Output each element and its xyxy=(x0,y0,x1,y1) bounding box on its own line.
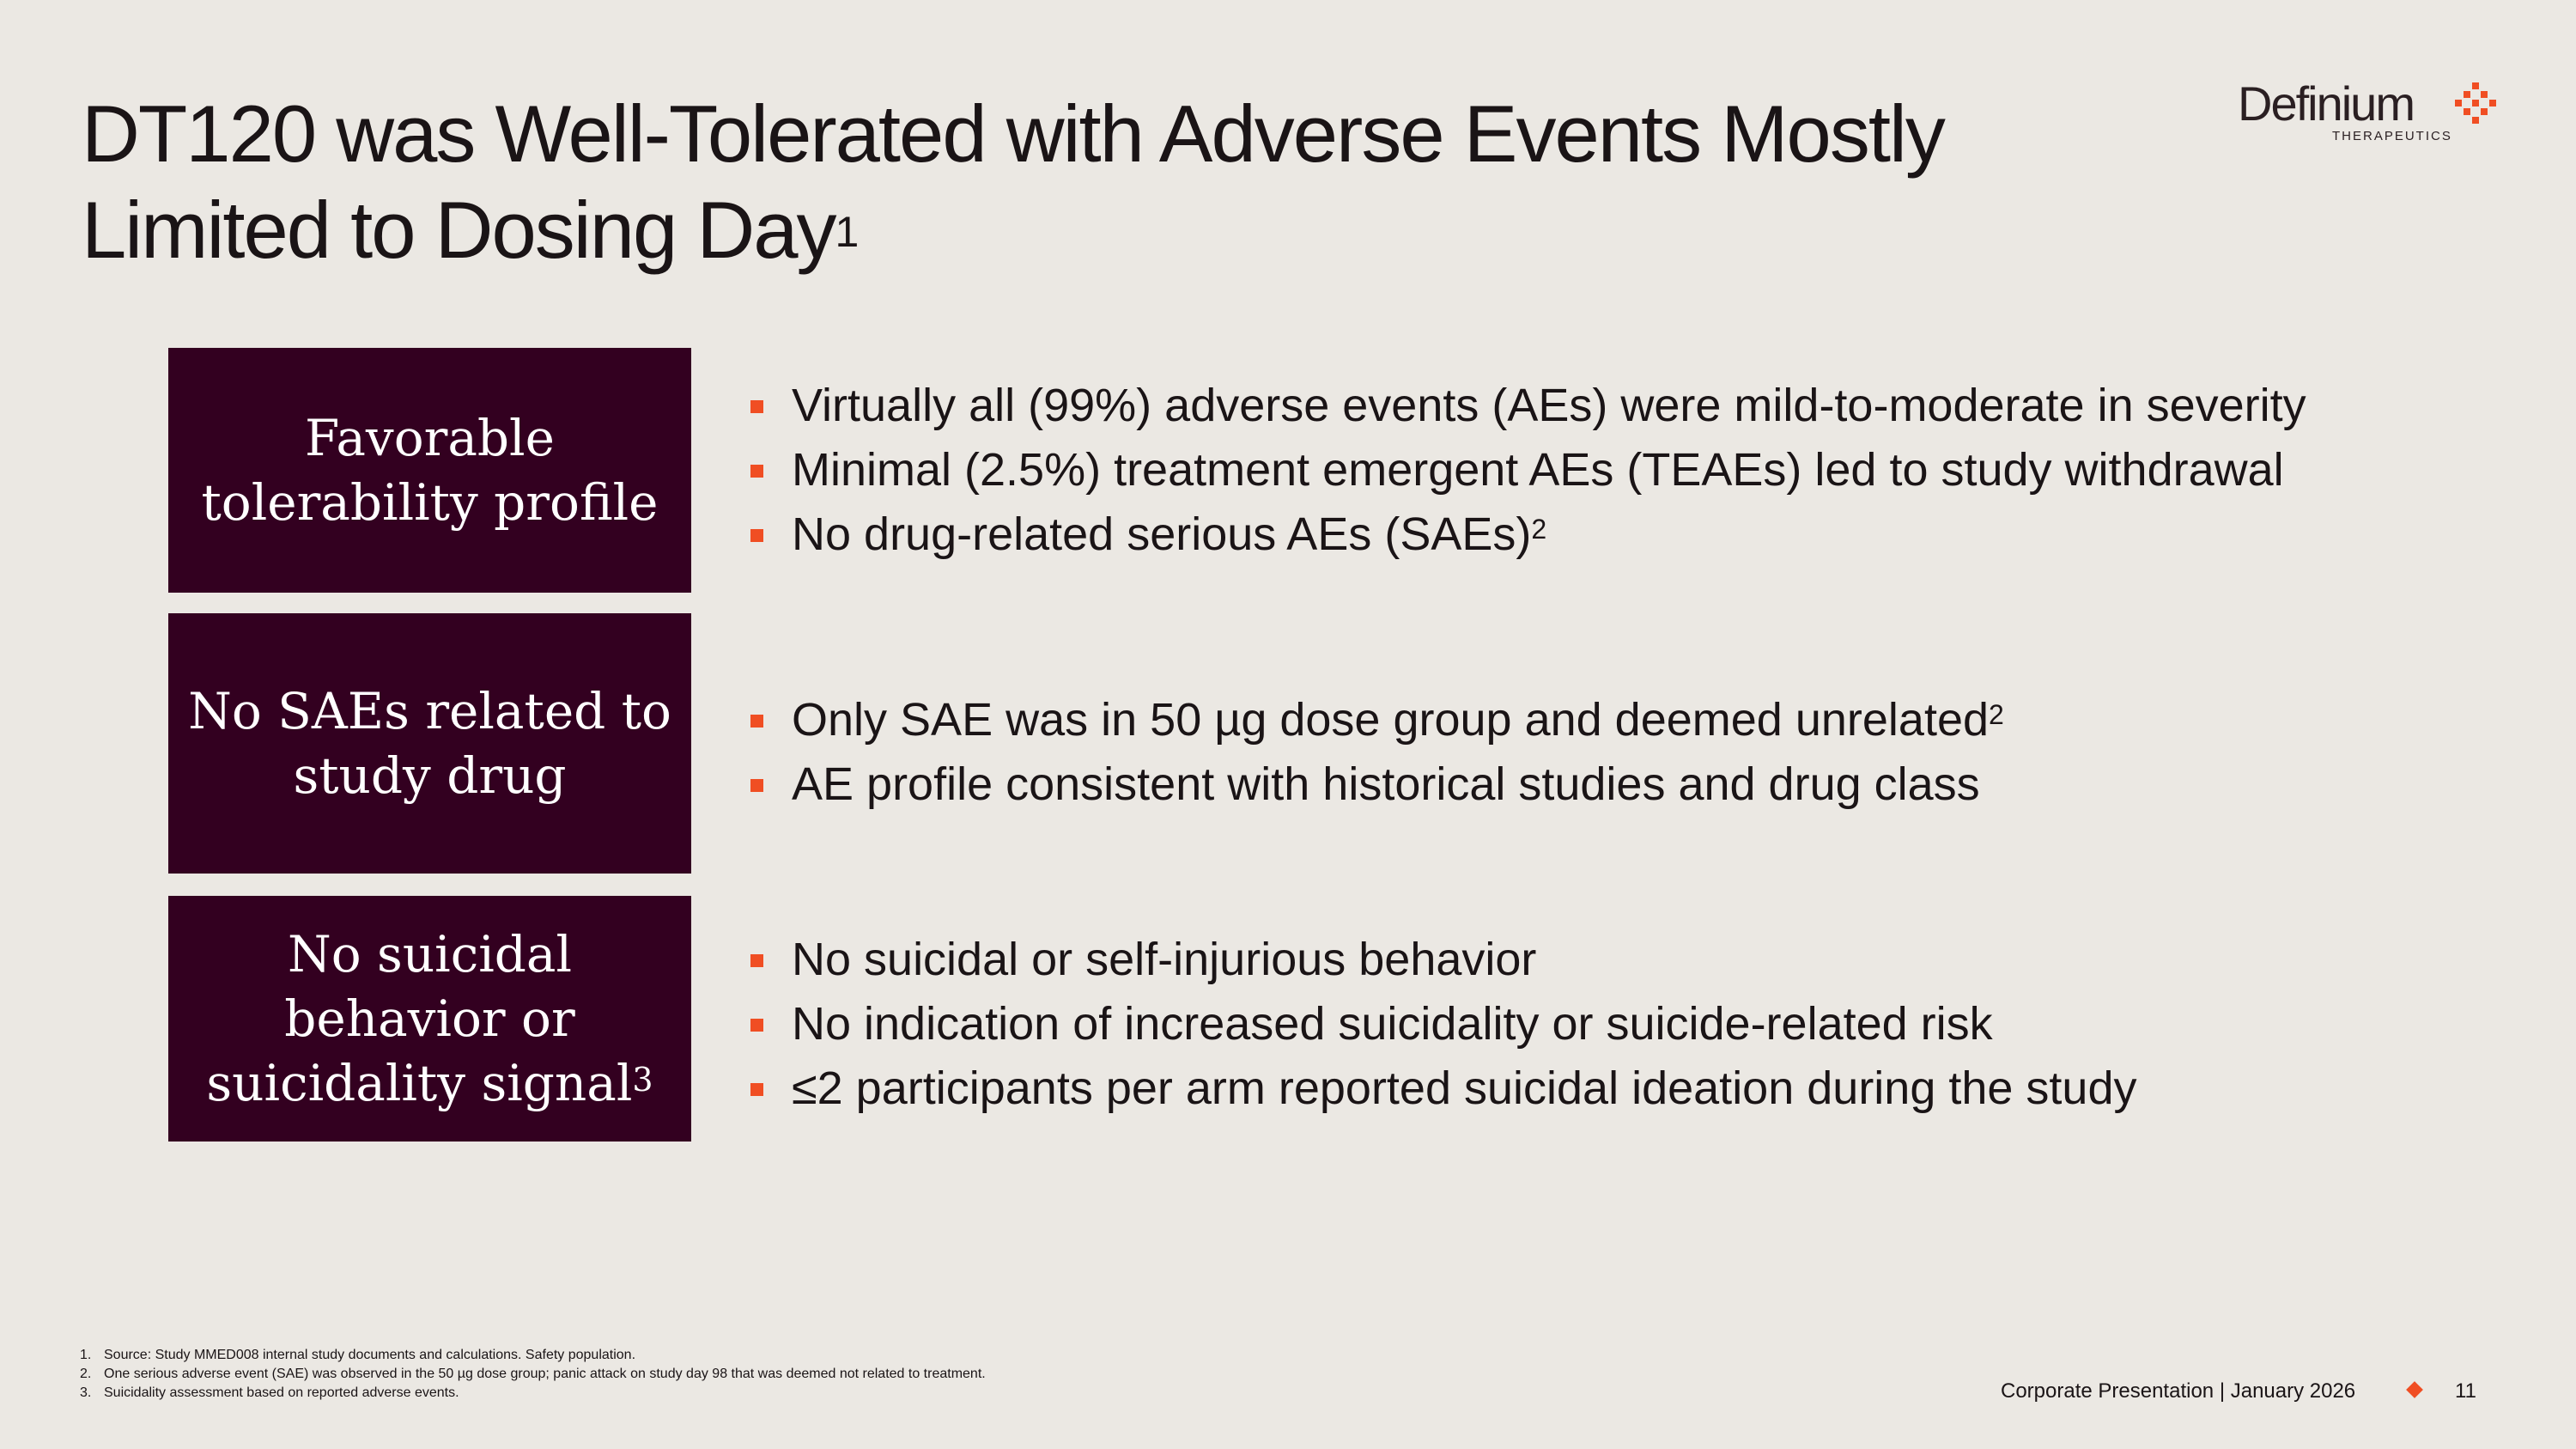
box-line: behavior or xyxy=(284,989,575,1048)
bullet-item: Only SAE was in 50 µg dose group and deemed unrelated$^2$ xyxy=(750,688,2004,752)
box-line: study drug xyxy=(293,746,567,805)
bullet-item: No suicidal or self-injurious behavior xyxy=(750,928,2137,992)
logo-wordmark: Definium xyxy=(2238,76,2414,131)
slide-title xyxy=(82,86,2057,278)
square-bullet-icon xyxy=(750,779,763,792)
footnote: 3. Suicidality assessment based on reported adverse events. xyxy=(80,1385,459,1400)
footnote-ref: 3 xyxy=(632,1060,653,1099)
footnote-ref: 2 xyxy=(1531,514,1547,545)
category-box xyxy=(168,348,691,593)
bullet-list xyxy=(750,688,2004,817)
bullet-item: AE profile consistent with historical studies and drug class xyxy=(750,752,2004,817)
footer-text: Corporate Presentation | January 2026 xyxy=(2001,1379,2356,1403)
box-line: tolerability profile xyxy=(201,472,659,532)
title-line-2-text: Limited to Dosing Day xyxy=(82,185,835,275)
box-line-with-ref: suicidality signal$^3$ xyxy=(206,1053,653,1112)
category-box xyxy=(168,613,691,874)
footnote-ref: 2 xyxy=(1989,699,2004,730)
dot-grid-icon xyxy=(2455,82,2498,125)
footnote: 2. One serious adverse event (SAE) was observed in the 50 µg dose group; panic attack on study day 98 that was deemed not related to treatment. xyxy=(80,1367,986,1381)
bullet-item: ≤2 participants per arm reported suicidal ideation during the study xyxy=(750,1056,2137,1121)
bullet-item: No drug-related serious AEs (SAEs)$^2$ xyxy=(750,502,2306,567)
bullet-item: No indication of increased suicidality or suicide-related risk xyxy=(750,992,2137,1056)
box-line: No suicidal xyxy=(287,924,573,983)
title-footnote-ref: 1 xyxy=(835,208,858,256)
page-number: 11 xyxy=(2455,1379,2476,1403)
box-line: Favorable xyxy=(305,408,555,467)
logo-tagline: THERAPEUTICS xyxy=(2332,129,2452,143)
footnotes xyxy=(80,1346,1368,1403)
diamond-icon xyxy=(2406,1381,2423,1398)
square-bullet-icon xyxy=(750,954,763,967)
square-bullet-icon xyxy=(750,715,763,728)
square-bullet-icon xyxy=(750,465,763,478)
bullet-item: Minimal (2.5%) treatment emergent AEs (TEAEs) led to study withdrawal xyxy=(750,438,2306,502)
company-logo xyxy=(2238,76,2504,153)
square-bullet-icon xyxy=(750,400,763,413)
bullet-item: Virtually all (99%) adverse events (AEs) were mild-to-moderate in severity xyxy=(750,374,2306,438)
title-line-1: DT120 was Well-Tolerated with Adverse Events Mostly xyxy=(82,88,1944,179)
bullet-list xyxy=(750,374,2306,567)
square-bullet-icon xyxy=(750,1083,763,1096)
category-box xyxy=(168,896,691,1142)
square-bullet-icon xyxy=(750,1019,763,1032)
square-bullet-icon xyxy=(750,529,763,542)
box-line: No SAEs related to xyxy=(188,681,671,740)
bullet-list xyxy=(750,928,2137,1121)
footnote: 1. Source: Study MMED008 internal study documents and calculations. Safety population. xyxy=(80,1348,636,1362)
title-line-2 xyxy=(82,182,2057,278)
